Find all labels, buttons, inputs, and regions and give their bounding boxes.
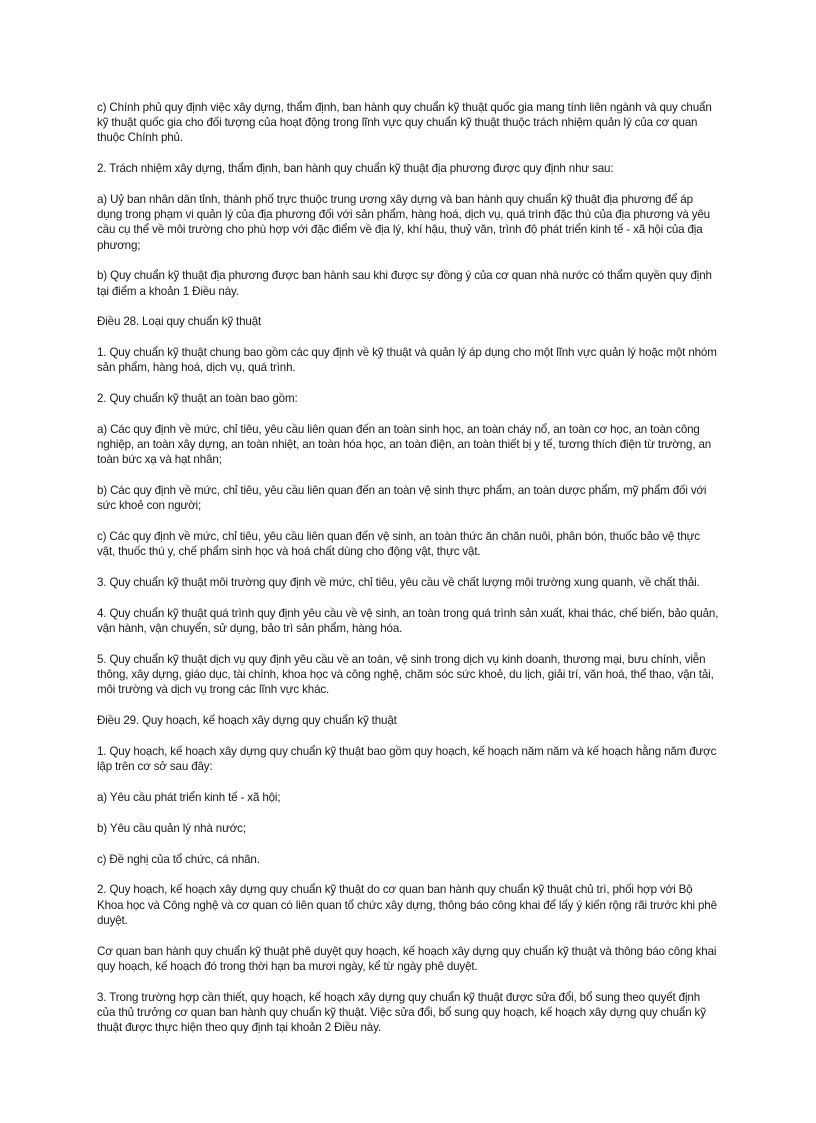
article-28-heading: Điều 28. Loại quy chuẩn kỹ thuật: [97, 315, 262, 329]
paragraph-article-28-clause-2a: a) Các quy định về mức, chỉ tiêu, yêu cầu liên quan đến an toàn sinh học, an toàn cháy nổ, an toàn cơ học, an toàn công nghiệp, an toàn xây dựng, an toàn nhiệt, an toàn hóa học, an toàn điện, an toàn thiết bị y tế, tương thích điện từ trường, an toàn bức xạ và hạt nhân;: [97, 423, 712, 467]
paragraph-article-28-clause-4: 4. Quy chuẩn kỹ thuật quá trình quy định yêu cầu về vệ sinh, an toàn trong quá trình sản xuất, khai thác, chế biến, bảo quản, vận hành, vận chuyển, sử dụng, bảo trì sản phẩm, hàng hóa.: [97, 607, 719, 636]
paragraph-article-29-clause-1a: a) Yêu cầu phát triển kinh tế - xã hội;: [97, 791, 281, 804]
paragraph-article-27-clause-2: 2. Trách nhiệm xây dựng, thẩm định, ban hành quy chuẩn kỹ thuật địa phương được quy định như sau:: [97, 162, 614, 176]
paragraph-article-28-clause-2c: c) Các quy định về mức, chỉ tiêu, yêu cầu liên quan đến vệ sinh, an toàn thức ăn chăn nuôi, phân bón, thuốc bảo vệ thực vật, thuốc thú y, chế phẩm sinh học và hoá chất dùng cho động vật, thực vật.: [97, 530, 700, 559]
paragraph-article-27-clause-2b: b) Quy chuẩn kỹ thuật địa phương được ban hành sau khi được sự đồng ý của cơ quan nhà nước có thẩm quyền quy định tại điểm a khoản 1 Điều này.: [97, 269, 712, 298]
paragraph-article-29-clause-1b: b) Yêu cầu quản lý nhà nước;: [97, 821, 246, 835]
paragraph-article-28-clause-3: 3. Quy chuẩn kỹ thuật môi trường quy định về mức, chỉ tiêu, yêu cầu về chất lượng môi trường xung quanh, về chất thải.: [97, 576, 700, 590]
paragraph-article-27-clause-2a: a) Uỷ ban nhân dân tỉnh, thành phố trực thuộc trung ương xây dựng và ban hành quy chuẩn kỹ thuật địa phương để áp dụng trong phạm vi quản lý của địa phương đối với sản phẩm, hàng hoá, dịch vụ, quá trình đặc thù của địa phương và yêu cầu cụ thể về môi trường cho phù hợp với đặc điểm về địa lý, khí hậu, thuỷ văn, trình độ phát triển kinh tế - xã hội của địa phương;: [97, 193, 710, 252]
document-page: [97, 100, 719, 1051]
article-29-heading: Điều 29. Quy hoạch, kế hoạch xây dựng quy chuẩn kỹ thuật: [97, 714, 397, 728]
paragraph-article-28-clause-5: 5. Quy chuẩn kỹ thuật dịch vụ quy định yêu cầu về an toàn, vệ sinh trong dịch vụ kinh doanh, thương mại, bưu chính, viễn thông, xây dựng, giáo dục, tài chính, khoa học và công nghệ, chăm sóc sức khoẻ, du lịch, giải trí, văn hoá, thể thao, vận tải, môi trường và dịch vụ trong các lĩnh vực khác.: [97, 653, 714, 697]
paragraph-article-29-clause-1c: c) Đề nghị của tổ chức, cá nhân.: [97, 852, 260, 866]
paragraph-article-29-clause-2: 2. Quy hoạch, kế hoạch xây dựng quy chuẩn kỹ thuật do cơ quan ban hành quy chuẩn kỹ thuật chủ trì, phối hợp với Bộ Khoa học và Công nghệ và cơ quan có liên quan tổ chức xây dựng, thông báo công khai để lấy ý kiến rộng rãi trước khi phê duyệt.: [97, 883, 717, 927]
paragraph-article-28-clause-2b: b) Các quy định về mức, chỉ tiêu, yêu cầu liên quan đến an toàn vệ sinh thực phẩm, an toàn dược phẩm, mỹ phẩm đối với sức khoẻ con người;: [97, 484, 707, 513]
paragraph-article-28-clause-1: 1. Quy chuẩn kỹ thuật chung bao gồm các quy định về kỹ thuật và quản lý áp dụng cho một lĩnh vực quản lý hoặc một nhóm sản phẩm, hàng hoá, dịch vụ, quá trình.: [97, 346, 717, 375]
paragraph-article-29-clause-1: 1. Quy hoạch, kế hoạch xây dựng quy chuẩn kỹ thuật bao gồm quy hoạch, kế hoạch năm năm và kế hoạch hằng năm được lập trên cơ sở sau đây:: [97, 745, 717, 774]
paragraph-article-28-clause-2: 2. Quy chuẩn kỹ thuật an toàn bao gồm:: [97, 392, 298, 406]
paragraph-article-29-clause-2-approval: Cơ quan ban hành quy chuẩn kỹ thuật phê duyệt quy hoạch, kế hoạch xây dựng quy chuẩn kỹ thuật và thông báo công khai quy hoạch, kế hoạch đó trong thời hạn ba mươi ngày, kể từ ngày phê duyệt.: [97, 944, 717, 973]
paragraph-article-29-clause-3: 3. Trong trường hợp cần thiết, quy hoạch, kế hoạch xây dựng quy chuẩn kỹ thuật được sửa đổi, bổ sung theo quyết định của thủ trưởng cơ quan ban hành quy chuẩn kỹ thuật. Việc sửa đổi, bổ sung quy hoạch, kế hoạch xây dựng quy chuẩn kỹ thuật được thực hiện theo quy định tại khoản 2 Điều này.: [97, 990, 706, 1034]
paragraph-article-27-clause-1c: c) Chính phủ quy định việc xây dựng, thẩm định, ban hành quy chuẩn kỹ thuật quốc gia mang tính liên ngành và quy chuẩn kỹ thuật quốc gia cho đối tượng của hoạt động trong lĩnh vực quy chuẩn kỹ thuật thuộc trách nhiệm quản lý của cơ quan thuộc Chính phủ.: [97, 101, 712, 145]
